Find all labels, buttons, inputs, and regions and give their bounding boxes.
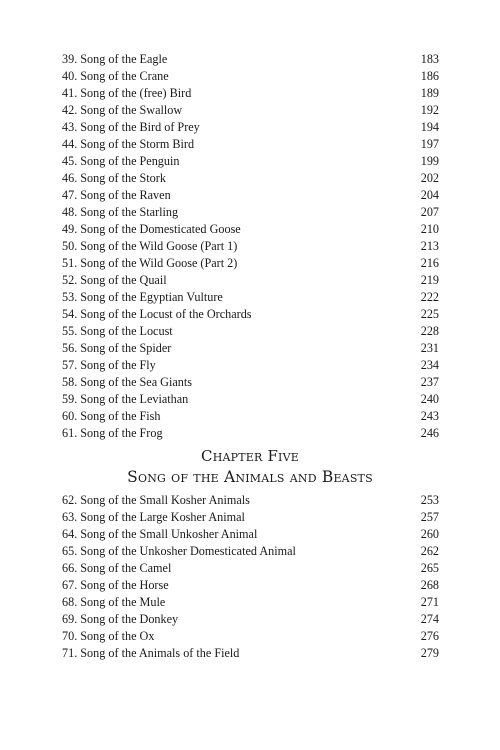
toc-entry-title: 54. Song of the Locust of the Orchards: [62, 307, 252, 321]
toc-entry-title: 65. Song of the Unkosher Domesticated Animal: [62, 544, 296, 558]
toc-entry[interactable]: [62, 425, 439, 442]
toc-entry-title: 69. Song of the Donkey: [62, 612, 179, 626]
toc-entry-page-number: 199: [420, 154, 439, 168]
toc-entry[interactable]: [62, 102, 439, 119]
toc-entry-title: 46. Song of the Stork: [62, 171, 166, 185]
toc-entry-page-number: 246: [420, 426, 439, 440]
toc-entry[interactable]: [62, 289, 439, 306]
toc-entry-title: 61. Song of the Frog: [62, 426, 163, 440]
toc-entry[interactable]: [62, 51, 439, 68]
toc-entry[interactable]: [62, 645, 439, 662]
toc-entry-title: 67. Song of the Horse: [62, 578, 169, 592]
toc-entry-title: 56. Song of the Spider: [62, 341, 172, 355]
toc-entry[interactable]: [62, 391, 439, 408]
toc-entry-page-number: 228: [420, 324, 439, 338]
toc-entry[interactable]: [62, 526, 439, 543]
toc-entry-title: 62. Song of the Small Kosher Animals: [62, 493, 250, 507]
toc-entry[interactable]: [62, 323, 439, 340]
toc-entry-title: 57. Song of the Fly: [62, 358, 156, 372]
toc-entry-page-number: 219: [420, 273, 439, 287]
toc-entry[interactable]: [62, 204, 439, 221]
toc-entry-page-number: 231: [420, 341, 439, 355]
toc-entry-title: 42. Song of the Swallow: [62, 103, 183, 117]
toc-entry[interactable]: [62, 68, 439, 85]
toc-entry-page-number: 274: [420, 612, 439, 626]
toc-entry[interactable]: [62, 560, 439, 577]
toc-entry-title: 66. Song of the Camel: [62, 561, 172, 575]
toc-entry-page-number: 213: [420, 239, 439, 253]
toc-entry-page-number: 186: [420, 69, 439, 83]
toc-entry[interactable]: [62, 492, 439, 509]
toc-entry-page-number: 204: [420, 188, 439, 202]
toc-entry-page-number: 271: [420, 595, 439, 609]
toc-entry[interactable]: [62, 272, 439, 289]
toc-entry-page-number: 216: [420, 256, 439, 270]
toc-entry[interactable]: [62, 509, 439, 526]
toc-entry-title: 49. Song of the Domesticated Goose: [62, 222, 241, 236]
toc-entry-title: 64. Song of the Small Unkosher Animal: [62, 527, 258, 541]
toc-entry[interactable]: [62, 119, 439, 136]
toc-entry-page-number: 265: [420, 561, 439, 575]
toc-entry-page-number: 192: [420, 103, 439, 117]
toc-entry[interactable]: [62, 577, 439, 594]
toc-entry-title: 63. Song of the Large Kosher Animal: [62, 510, 245, 524]
toc-entry-title: 48. Song of the Starling: [62, 205, 179, 219]
toc-entry-page-number: 222: [420, 290, 439, 304]
toc-entry-page-number: 234: [420, 358, 439, 372]
toc-entry-title: 51. Song of the Wild Goose (Part 2): [62, 256, 238, 270]
toc-entry[interactable]: [62, 85, 439, 102]
toc-entry-page-number: 243: [420, 409, 439, 423]
toc-entry-page-number: 194: [420, 120, 439, 134]
toc-entry[interactable]: [62, 611, 439, 628]
toc-entry[interactable]: [62, 408, 439, 425]
toc-entry-title: 71. Song of the Animals of the Field: [62, 646, 240, 660]
toc-entry-page-number: 257: [420, 510, 439, 524]
toc-entry-title: 45. Song of the Penguin: [62, 154, 180, 168]
toc-entry-title: 43. Song of the Bird of Prey: [62, 120, 200, 134]
toc-entry[interactable]: [62, 628, 439, 645]
toc-entry-page-number: 237: [420, 375, 439, 389]
toc-entry[interactable]: [62, 374, 439, 391]
toc-entry-title: 70. Song of the Ox: [62, 629, 155, 643]
toc-list-chapter-five: [62, 492, 439, 662]
toc-entry[interactable]: [62, 340, 439, 357]
toc-entry-title: 58. Song of the Sea Giants: [62, 375, 192, 389]
toc-entry-page-number: 197: [420, 137, 439, 151]
toc-entry-title: 55. Song of the Locust: [62, 324, 173, 338]
toc-entry-title: 52. Song of the Quail: [62, 273, 167, 287]
toc-entry-page-number: 279: [420, 646, 439, 660]
toc-entry-page-number: 183: [420, 52, 439, 66]
toc-entry-page-number: 260: [420, 527, 439, 541]
toc-entry[interactable]: [62, 306, 439, 323]
toc-entry-title: 50. Song of the Wild Goose (Part 1): [62, 239, 238, 253]
toc-entry-title: 40. Song of the Crane: [62, 69, 169, 83]
toc-entry-title: 39. Song of the Eagle: [62, 52, 168, 66]
toc-entry-page-number: 276: [420, 629, 439, 643]
toc-entry[interactable]: [62, 238, 439, 255]
toc-entry[interactable]: [62, 543, 439, 560]
toc-entry-title: 41. Song of the (free) Bird: [62, 86, 192, 100]
toc-entry-title: 47. Song of the Raven: [62, 188, 171, 202]
toc-entry[interactable]: [62, 594, 439, 611]
toc-entry[interactable]: [62, 357, 439, 374]
toc-entry-title: 44. Song of the Storm Bird: [62, 137, 195, 151]
toc-entry-title: 60. Song of the Fish: [62, 409, 161, 423]
toc-entry-page-number: 207: [420, 205, 439, 219]
toc-entry-page-number: 262: [420, 544, 439, 558]
toc-entry[interactable]: [62, 136, 439, 153]
chapter-label: Chapter Five: [201, 447, 299, 465]
toc-entry[interactable]: [62, 255, 439, 272]
toc-entry-page-number: 225: [420, 307, 439, 321]
toc-entry[interactable]: [62, 187, 439, 204]
toc-entry-page-number: 189: [420, 86, 439, 100]
toc-entry[interactable]: [62, 153, 439, 170]
toc-entry[interactable]: [62, 221, 439, 238]
toc-entry-page-number: 210: [420, 222, 439, 236]
toc-entry[interactable]: [62, 170, 439, 187]
toc-entry-title: 53. Song of the Egyptian Vulture: [62, 290, 223, 304]
toc-entry-page-number: 240: [420, 392, 439, 406]
toc-entry-page-number: 253: [420, 493, 439, 507]
toc-list-chapter-four: [62, 51, 439, 442]
toc-entry-title: 59. Song of the Leviathan: [62, 392, 189, 406]
toc-entry-page-number: 268: [420, 578, 439, 592]
toc-entry-page-number: 202: [420, 171, 439, 185]
chapter-title: Song of the Animals and Beasts: [127, 468, 373, 486]
toc-entry-title: 68. Song of the Mule: [62, 595, 166, 609]
